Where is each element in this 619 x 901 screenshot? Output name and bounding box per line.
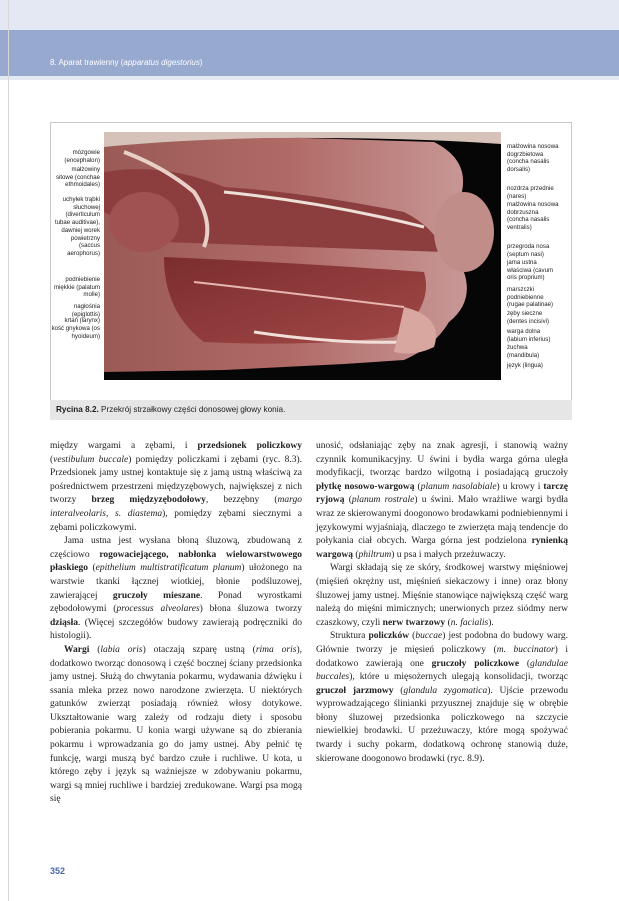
- figure-label-right-2: małżowina nosowa dobrzuszna (concha nasalis ventralis): [507, 201, 559, 232]
- figure-caption: Rycina 8.2. Przekrój strzałkowy części donosowej głowy konia.: [50, 400, 572, 420]
- figure-label-right-6: zęby sieczne (dentes incisivi): [507, 310, 549, 325]
- figure-label-left-2: uchyłek trąbki słuchowej (diverticulum tubae auditivae), dawniej worek powietrzny (saccus aerophorus): [54, 196, 100, 257]
- chapter-bar: [0, 30, 619, 76]
- text-column-left: [50, 440, 302, 807]
- paragraph: Struktura policzków (buccae) jest podobna do budowy warg. Głównie tworzy je mięsień policzkowy (m. buccinator) i dodatkowo zawierają one gruczoły policzkowe (glandulae buccales), które u mięsożernych ulegają konsolidacji, tworząc gruczoł jarzmowy (glandula zygomatica). Ujście przewodu wyprowadzającego ślinianki przyusznej znajduje się w obrębie błony śluzowej przedsionka policzkowego na szczycie niewielkiej brodawki. U przeżuwaczy, które mogą spożywać twardy i suchy pokarm, dodatkową ochronę stanowią duże, skierowane doogonowo brodawki (ryc. 8.9).: [316, 631, 568, 764]
- paragraph: Wargi składają się ze skóry, środkowej warstwy mięśniowej (mięśień okrężny ust, mięśnień siekaczowy i inne) oraz błony śluzowej jamy ustnej. Mięśnie stanowiące największą część warg należą do mięśni mimicznych; unerwionych przez siódmy nerw czaszkowy, czyli nerw twarzowy (n. facialis).: [316, 563, 568, 628]
- figure-label-right-7: warga dolna (labium inferius): [507, 328, 551, 343]
- figure-photo-horse-head-section: [104, 132, 501, 380]
- figure-label-right-0: małżowina nosowa dogrzbietowa (concha nasalis dorsalis): [507, 143, 559, 174]
- paragraph: między wargami a zębami, i przedsionek policzkowy (vestibulum buccale) pomiędzy policzkami i zębami (ryc. 8.3). Przedsionek jamy ustnej kontaktuje się z jamą ustną właściwą za pośrednictwem przestrzeni międzyzębowych, największej z nich tworzy brzeg międzyzębodołowy, bezzębny (margo interalveolaris, s. diastema), pomiędzy zębami siecznymi a zębami policzkowymi.: [50, 441, 303, 533]
- figure-label-left-1: małżowiny sitowe (conchae ethmoidales): [55, 166, 100, 189]
- figure-label-right-5: marszczki podniebienne (rugae palatinae): [507, 286, 554, 309]
- figure-label-left-0: mózgowie (encephalon): [64, 149, 100, 164]
- paragraph: Wargi (labia oris) otaczają szparę ustną (rima oris), dodatkowo tworząc donosową i część bocznej ściany przedsionka jamy ustnej. Służą do chwytania pokarmu, wydawania dźwięku i ssania mleka przez nowo narodzone zwierzęta. U niektórych gatunków zwierząt posiadają również włosy dotykowe. Ukształtowanie warg zależy od rodzaju diety i sposobu pobierania pokarmu. U konia wargi używane są do zbierania pokarmu i wprowadzania go do jamy ustnej. Aby pełnić tę funkcję, wargi muszą być bardzo czułe i ruchliwe. U kota, u którego zęby i język są ważniejsze w zdobywaniu pokarmu, wargi są mniej ruchliwe i bardziej zredukowane. Wargi psa mogą się: [50, 644, 302, 805]
- figure-label-right-4: jama ustna właściwa (cavum oris proprium): [507, 259, 554, 282]
- page-edge-line: [8, 0, 9, 901]
- page-number: 352: [50, 866, 66, 876]
- figure-label-left-3: podniebienie miękkie (palatum molle): [53, 276, 100, 299]
- figure-label-left-5: krtań (larynx): [64, 317, 100, 324]
- paragraph: unosić, odsłaniając zęby na znak agresji, i stanowią ważny czynnik komunikacyjny. U świni i bydła warga górna uległa modyfikacji, tworząc bardzo wilgotną i posiadającą gruczoły płytkę nosowo-wargową (planum nasolabiale) u krowy i tarczę ryjową (planum rostrale) u świni. Mało wrażliwe wargi bydła wraz ze skierowanymi doogonowo brodawkami podniebiennymi i językowymi wyjaśniają, dlaczego te zwierzęta mają tendencje do połykania ciał obcych. Warga górna jest podzielona rynienką wargową (philtrum) u psa i małych przeżuwaczy.: [316, 441, 569, 560]
- figure-label-right-8: żuchwa (mandibula): [507, 344, 540, 359]
- figure-label-right-1: nozdrza przednie (nares): [507, 185, 554, 200]
- figure-label-right-3: przegroda nosa (septum nasi): [507, 243, 550, 258]
- figure-label-left-4: nagłośnia (epiglottis): [71, 303, 100, 318]
- figure-label-right-9: język (lingua): [507, 362, 543, 369]
- paragraph: Jama ustna jest wysłana błoną śluzową, zbudowaną z częściowo rogowaciejącego, nabłonka wielowarstwowego płaskiego (epithelium multistratificatum planum) ułożonego na warstwie tkanki łącznej wiotkiej, błonie podśluzowej, zawierającej gruczoły mieszane. Ponad wyrostkami zębodołowymi (processus alveolares) błona śluzowa tworzy dziąsła. (Więcej szczegółów budowy zawierają podręczniki do histologii).: [50, 536, 302, 642]
- text-column-right: [316, 440, 568, 766]
- figure-label-left-6: kość gnykowa (os hyoideum): [51, 325, 100, 340]
- chapter-title: 8. Aparat trawienny (apparatus digestorius): [50, 58, 203, 67]
